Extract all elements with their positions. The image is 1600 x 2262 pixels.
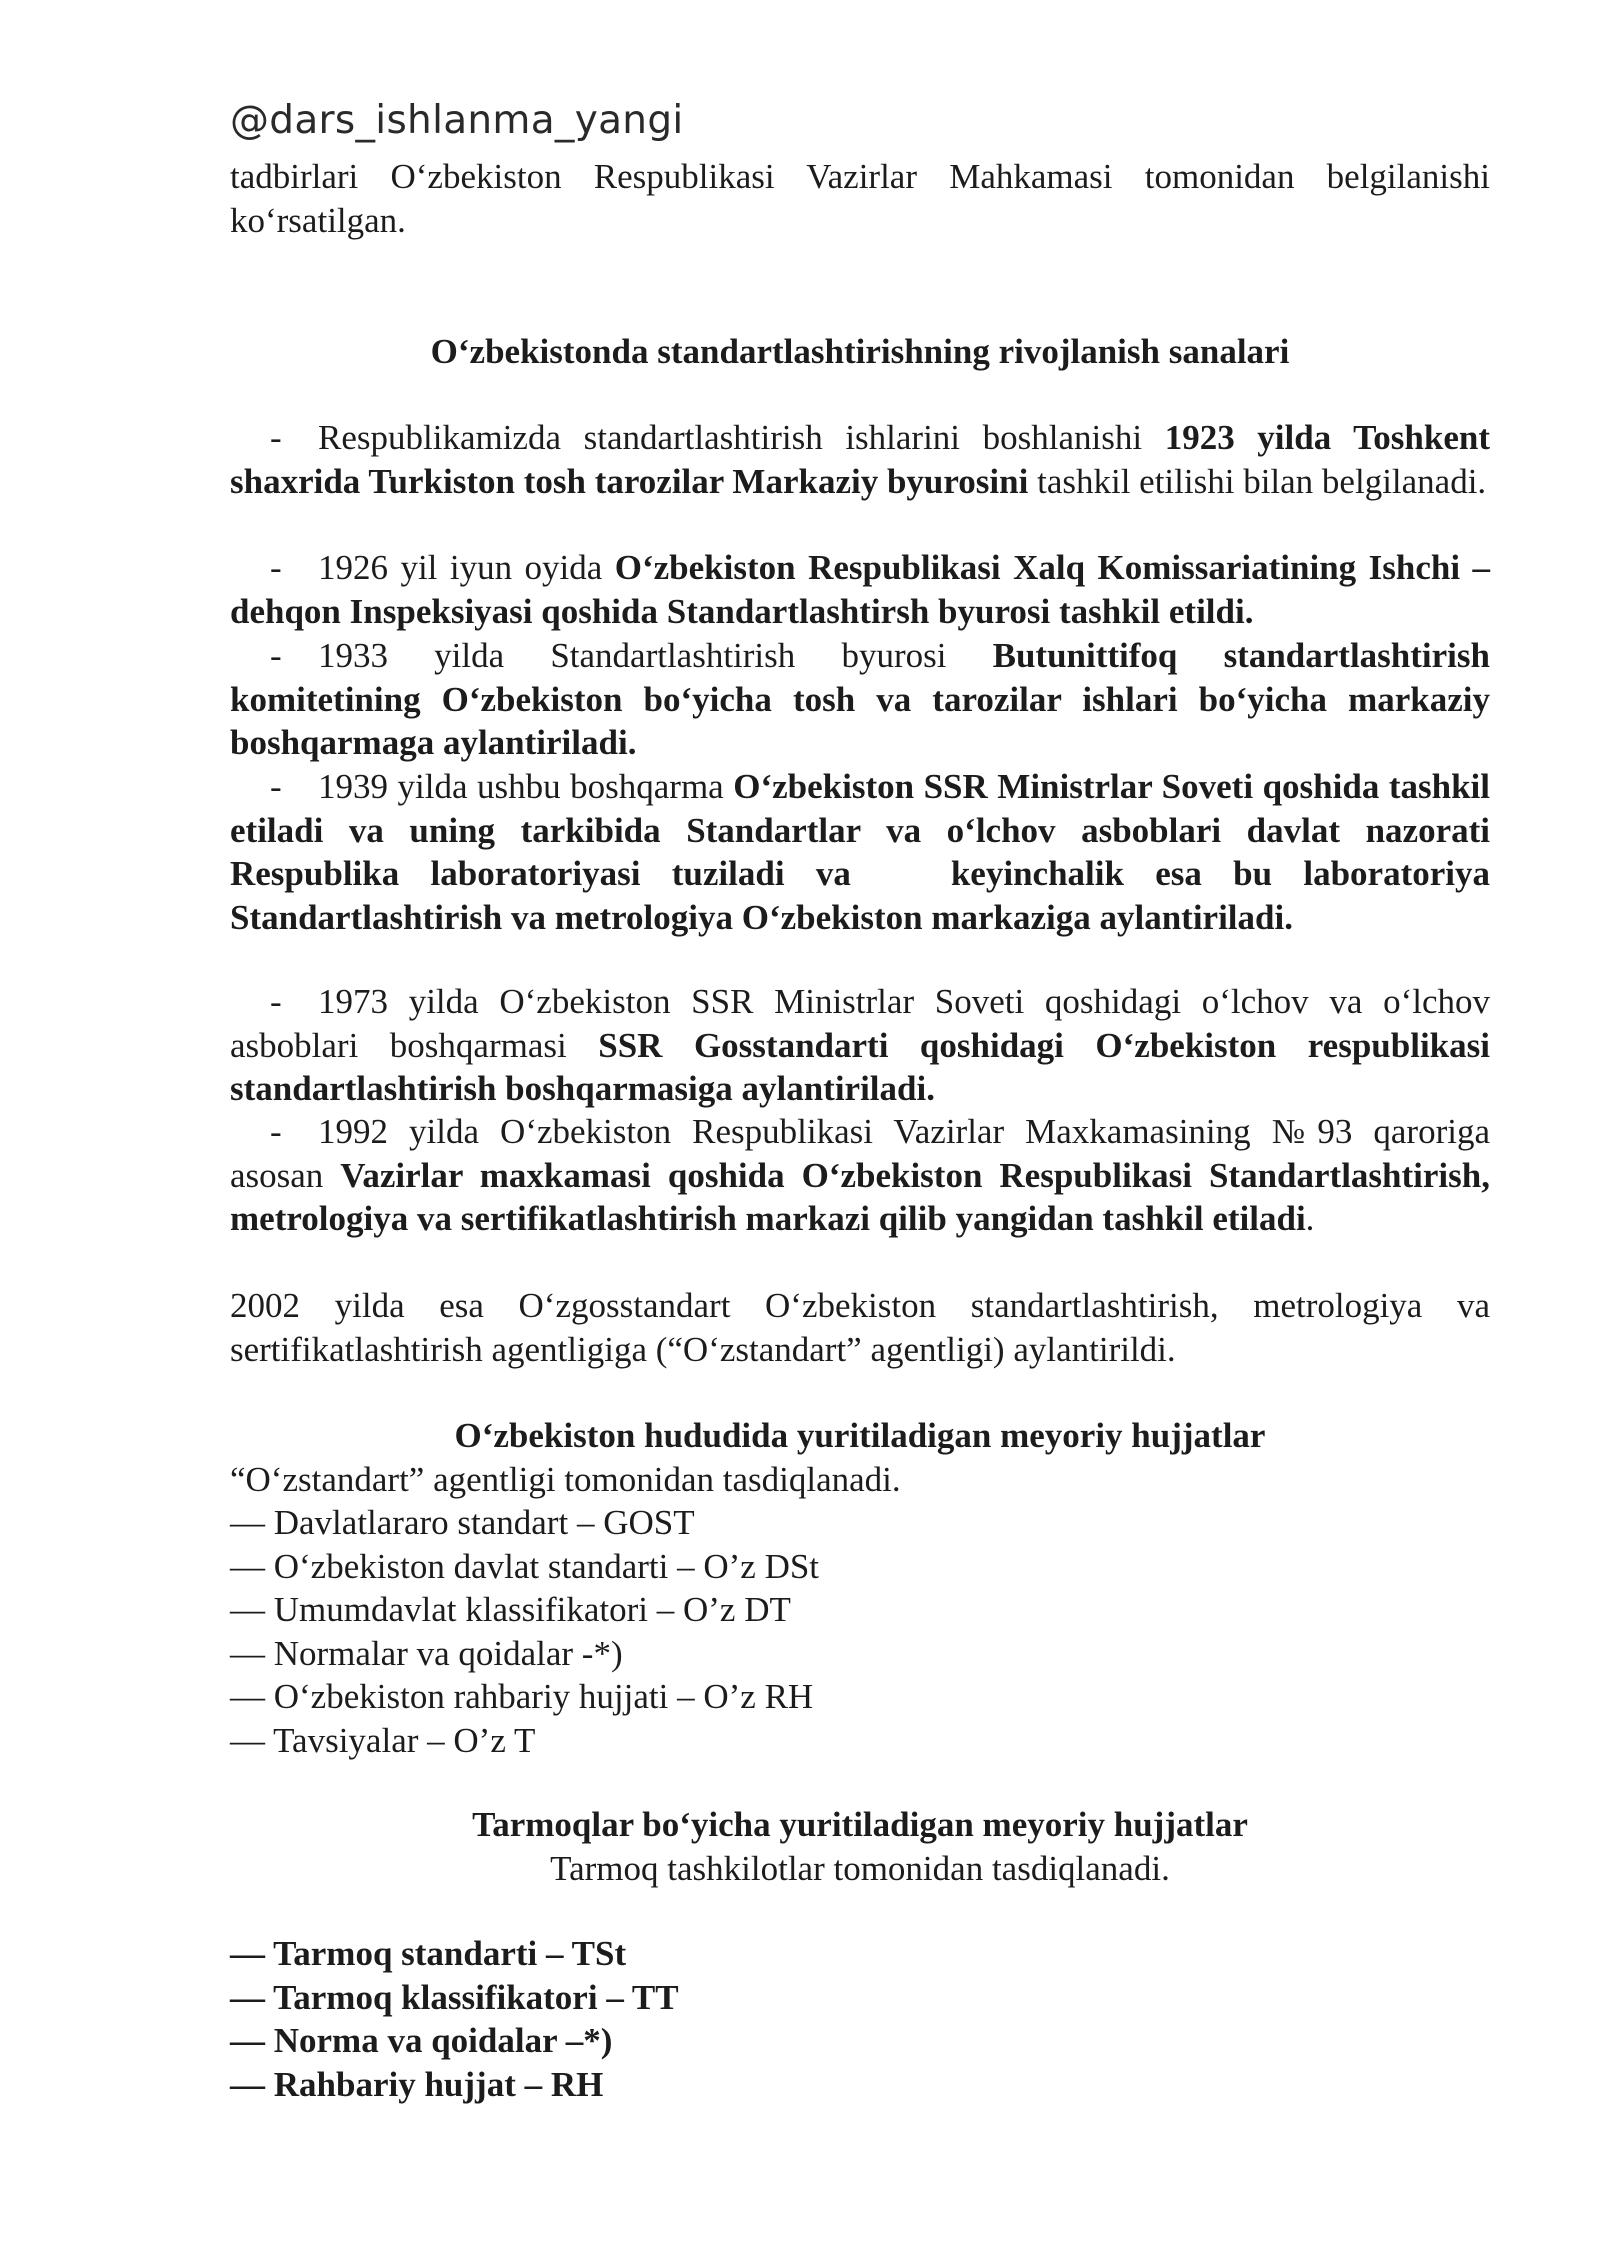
section-3-list [230, 1932, 1490, 2106]
history-item-2 [230, 546, 1490, 633]
list-dash: - [270, 636, 282, 675]
intro-line-2: ko‘rsatilgan. [230, 200, 406, 240]
list-item: — O‘zbekiston davlat standarti – O’z DSt [230, 1546, 820, 1586]
history-item-text: 1933 yilda Standartlashtirish byurosi [318, 636, 993, 675]
history-item-text: 1973 yilda O‘zbekiston SSR Ministrlar Soveti qoshidagi o‘lchov va o‘lchov asboblari boshqarmasi [230, 982, 1490, 1065]
history-item-3 [230, 634, 1490, 765]
section-2-subtitle: “O‘zstandart” agentligi tomonidan tasdiqlanadi. [230, 1459, 901, 1499]
history-item-bold: Butunittifoq standartlashtirish komitetining O‘zbekiston bo‘yicha tosh va tarozilar ishlari bo‘yicha markaziy boshqarmaga aylantiriladi. [230, 636, 1490, 762]
section-1-title: O‘zbekistonda standartlashtirishning rivojlanish sanalari [430, 332, 1290, 371]
history-item-bold: Vazirlar maxkamasi qoshida O‘zbekiston Respublikasi Standartlashtirish, metrologiya va sertifikatlashtirish markazi qilib yangidan tashkil etiladi [230, 1155, 1490, 1238]
list-item: — Umumdavlat klassifikatori – O’z DT [230, 1590, 791, 1629]
section-3 [230, 1803, 1490, 1890]
section-3-title: Tarmoqlar bo‘yicha yuritiladigan meyoriy hujjatlar [472, 1805, 1248, 1844]
list-dash: - [270, 1112, 282, 1151]
intro-line-1: tadbirlari O‘zbekiston Respublikasi Vazirlar Mahkamasi tomonidan belgilanishi [230, 157, 1490, 196]
history-item-4 [230, 765, 1490, 939]
history-closing: 2002 yilda esa O‘zgosstandart O‘zbekiston standartlashtirish, metrologiya va sertifikatlashtirish agentligiga (“O‘zstandart” agentligi) aylantirildi. [230, 1286, 1490, 1369]
section-3-subtitle: Tarmoq tashkilotlar tomonidan tasdiqlanadi. [550, 1848, 1170, 1888]
section-2 [230, 1414, 1490, 1762]
list-item: — Tavsiyalar – O’z T [230, 1720, 536, 1760]
history-item-bold: SSR Gosstandarti qoshidagi O‘zbekiston respublikasi standartlashtirish boshqarmasiga aylantiriladi. [230, 1025, 1490, 1108]
history-item-bold-continued: keyinchalik esa bu laboratoriya Standartlashtirish va metrologiya O‘zbekiston markaziga aylantiriladi. [230, 854, 1490, 937]
list-item: — Davlatlararo standart – GOST [230, 1503, 695, 1542]
list-dash: - [270, 982, 282, 1021]
history-item-text: Respublikamizda standartlashtirish ishlarini boshlanishi [318, 418, 1165, 457]
list-item: — O‘zbekiston rahbariy hujjati – O’z RH [230, 1677, 814, 1716]
section-2-title: O‘zbekiston hududida yuritiladigan meyoriy hujjatlar [454, 1416, 1266, 1455]
history-item-5 [230, 980, 1490, 1111]
history-item-text: 1939 yilda ushbu boshqarma [318, 767, 734, 806]
history-item-6 [230, 1110, 1490, 1241]
list-dash: - [270, 767, 282, 806]
list-dash: - [270, 548, 282, 587]
list-dash: - [270, 418, 282, 457]
list-item: — Norma va qoidalar –*) [230, 2021, 613, 2060]
history-item-bold: O‘zbekiston SSR Ministrlar Soveti qoshida tashkil etiladi va uning tarkibida Standartlar va o‘lchov asboblari davlat nazorati Respublika laboratoriyasi tuziladi va [230, 767, 1490, 893]
list-item: — Tarmoq klassifikatori – TT [230, 1977, 679, 2017]
history-item-text-tail: tashkil etilishi bilan belgilanadi. [1028, 461, 1487, 501]
intro-paragraph [230, 155, 1490, 242]
history-item-text: 1992 yilda O‘zbekiston Respublikasi Vazirlar Maxkamasining №93 qaroriga asosan [230, 1112, 1490, 1195]
list-item: — Normalar va qoidalar -*) [230, 1633, 623, 1673]
history-item-text: 1926 yil iyun oyida [318, 548, 615, 587]
watermark: @dars_ishlanma_yangi [230, 98, 684, 143]
history-item-bold: 1923 yilda Toshkent shaxrida Turkiston tosh tarozilar Markaziy byurosini [230, 418, 1491, 501]
history-item-1 [230, 416, 1490, 503]
history-item-text-tail: . [1305, 1199, 1315, 1238]
list-item: — Tarmoq standarti – TSt [230, 1934, 627, 1973]
history-item-bold: O‘zbekiston Respublikasi Xalq Komissariatining Ishchi – dehqon Inspeksiyasi qoshida Standartlashtirsh byurosi tashkil etildi. [230, 548, 1491, 631]
list-item: — Rahbariy hujjat – RH [230, 2064, 604, 2104]
